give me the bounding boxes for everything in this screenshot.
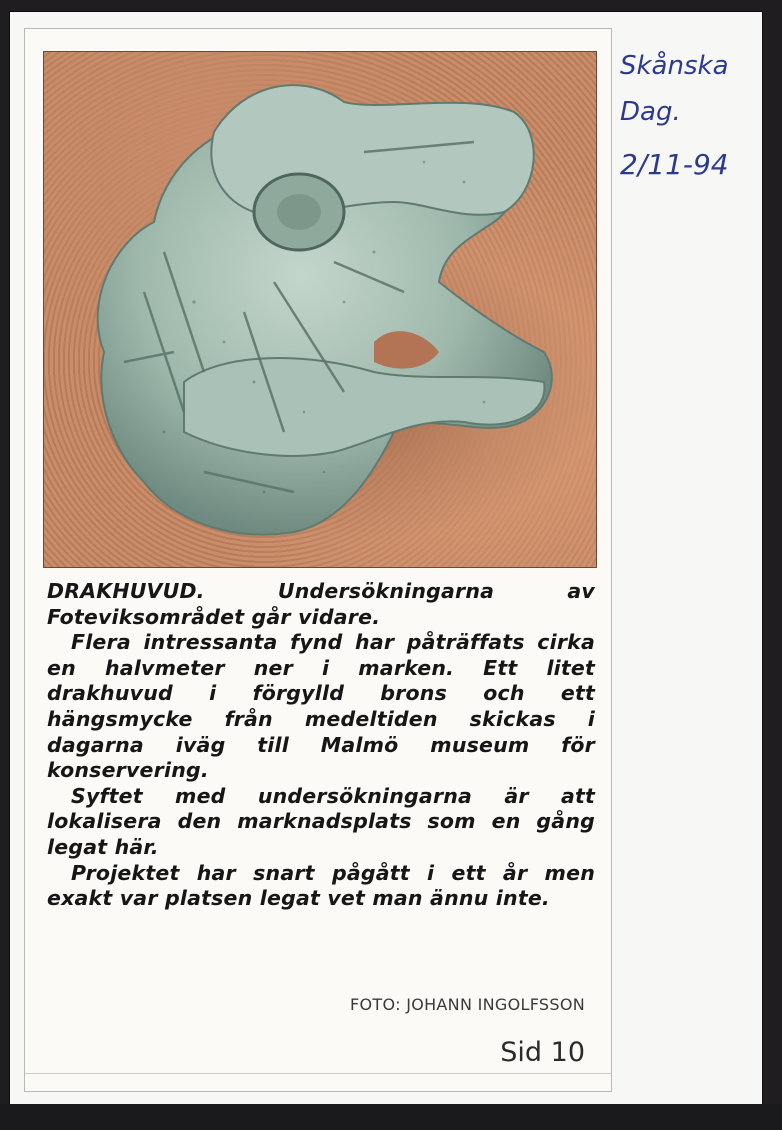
newspaper-clipping — [24, 28, 612, 1092]
handwritten-note-line: Dag. — [620, 97, 681, 127]
dragon-head-image — [44, 52, 596, 567]
photo-credit: FOTO: JOHANN INGOLFSSON — [350, 995, 585, 1014]
caption-paragraph: Syftet med undersökningarna är att lokalisera den marknadsplats som en gång legat här. — [47, 783, 595, 859]
caption-headline: DRAKHUVUD. — [47, 579, 205, 603]
scan-bottom-edge — [0, 1104, 782, 1130]
scan-sheet — [10, 12, 762, 1104]
caption-lead: Undersökningarna av Foteviksområdet går vidare. — [47, 579, 595, 629]
photo-caption — [47, 579, 595, 912]
page-number: Sid 10 — [500, 1037, 585, 1068]
caption-paragraph: Flera intressanta fynd har påträffats cirka en halvmeter ner i marken. Ett litet drakhuvud i förgylld brons och ett hängsmycke från medeltiden skickas i dagarna iväg till Malmö museum för konservering. — [47, 630, 595, 783]
handwritten-note — [618, 34, 768, 214]
dragon-head-photo — [43, 51, 597, 568]
bottom-divider — [25, 1073, 611, 1074]
handwritten-note-line: Skånska — [620, 51, 729, 81]
handwritten-note-line: 2/11-94 — [620, 148, 729, 181]
caption-lead-paragraph — [47, 579, 595, 630]
caption-paragraph: Projektet har snart pågått i ett år men exakt var platsen legat vet man ännu inte. — [47, 860, 595, 911]
